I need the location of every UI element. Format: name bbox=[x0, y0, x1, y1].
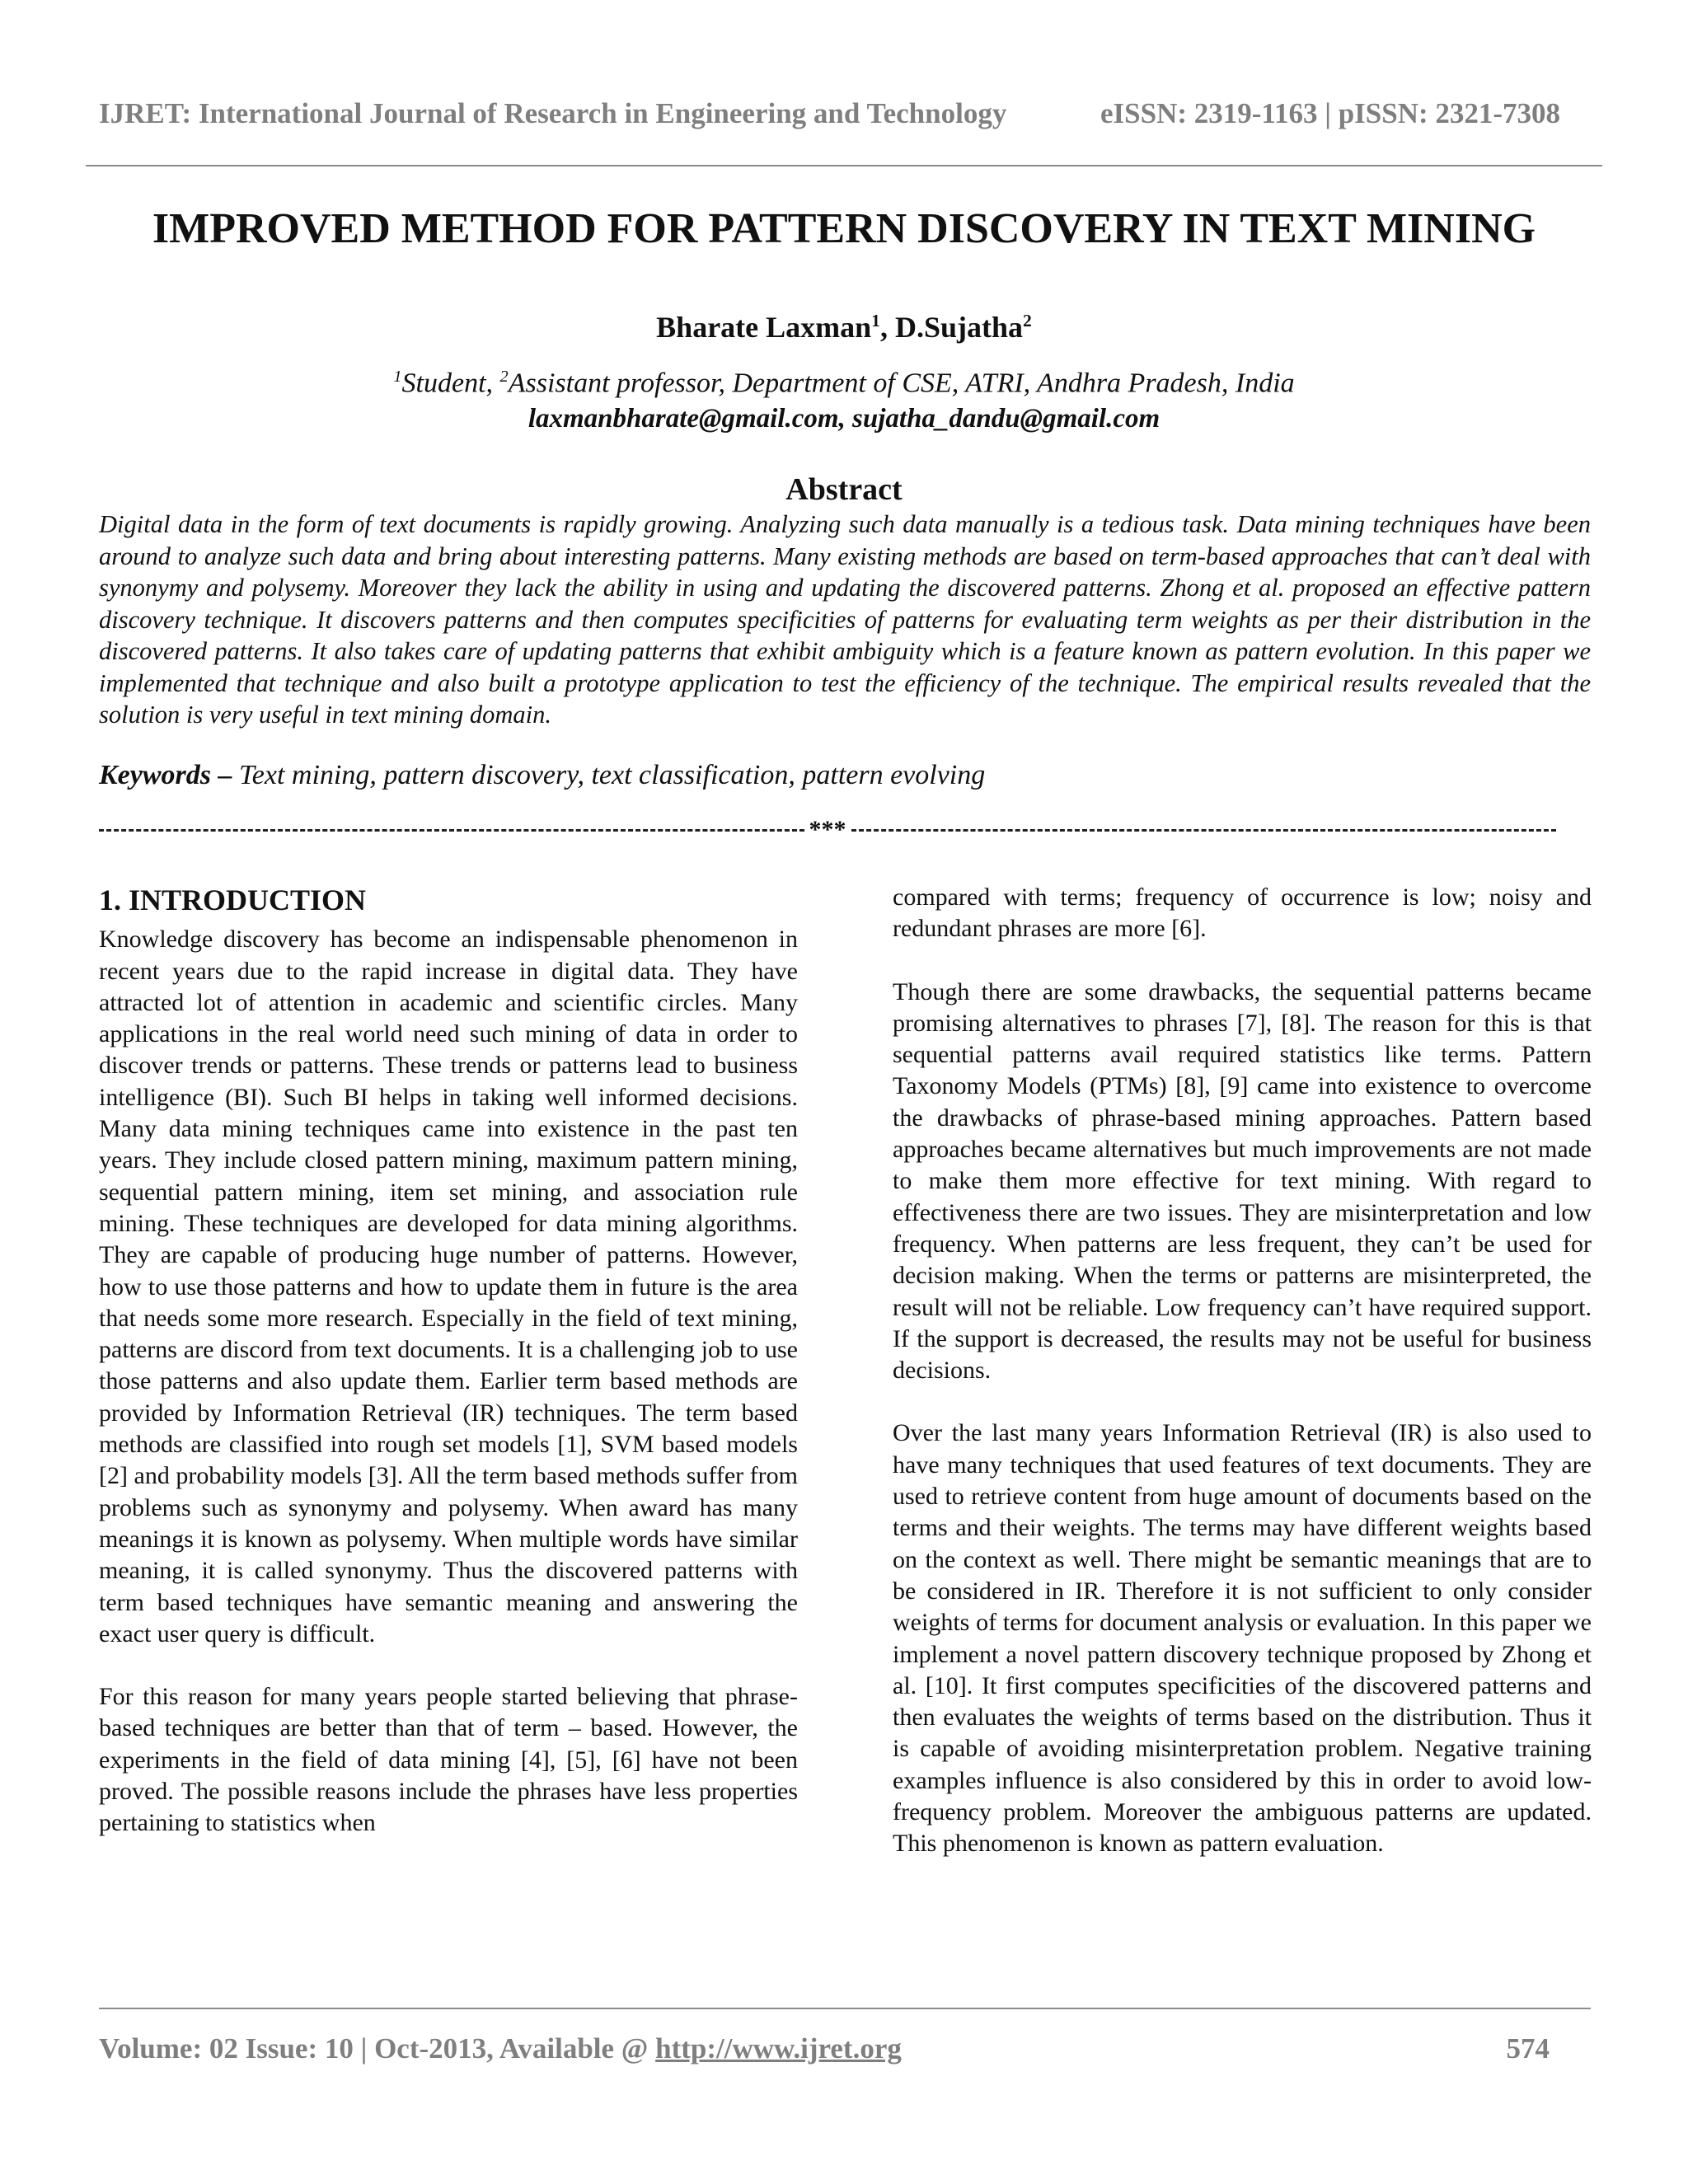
author-line bbox=[0, 310, 1688, 344]
right-column bbox=[893, 882, 1592, 1860]
abstract-text: Digital data in the form of text documents is rapidly growing. Analyzing such data manually is a tedious task. Data mining techniques have been around to analyze such data and bring about interesting patterns. Many existing methods are based on term-based approaches that can’t deal with synonymy and polysemy. Moreover they lack the ability in using and updating the discovered patterns. Zhong et al. proposed an effective pattern discovery technique. It discovers patterns and then computes specificities of patterns for evaluating term weights as per their distribution in the discovered patterns. It also takes care of updating patterns that exhibit ambiguity which is a feature known as pattern evolution. In this paper we implemented that technique and also built a prototype application to test the efficiency of the technique. The empirical results revealed that the solution is very useful in text mining domain. bbox=[99, 510, 1591, 729]
section-separator bbox=[99, 816, 1556, 844]
author-name: Bharate Laxman bbox=[656, 311, 872, 344]
footer-volume: Volume: 02 Issue: 10 | Oct-2013, Available @ bbox=[99, 2032, 656, 2064]
running-footer bbox=[99, 2032, 1550, 2065]
paper-title: IMPROVED METHOD FOR PATTERN DISCOVERY IN TEXT MINING bbox=[152, 205, 1536, 252]
keywords-label: Keywords – bbox=[99, 760, 239, 790]
running-header bbox=[99, 97, 1591, 130]
separator-stars: *** bbox=[809, 816, 846, 843]
journal-link[interactable]: http://www.ijret.org bbox=[655, 2032, 902, 2064]
affiliation bbox=[0, 368, 1688, 399]
body-paragraph: Though there are some drawbacks, the sequential patterns became promising alternatives to phrases [7], [8]. The reason for this is that sequential patterns avail required statistics like terms. Pattern Taxonomy Models (PTMs) [8], [9] came into existence to overcome the drawbacks of phrase-based mining approaches. Pattern based approaches became alternatives but much improvements are not made to make them more effective for text mining. With regard to effectiveness there are two issues. They are misinterpretation and low frequency. When patterns are less frequent, they can’t be used for decision making. When the terms or patterns are misinterpreted, the result will not be reliable. Low frequency can’t have required support. If the support is decreased, the results may not be useful for business decisions. bbox=[893, 977, 1592, 1385]
abstract-heading: Abstract bbox=[785, 472, 903, 507]
body-paragraph: Knowledge discovery has become an indispensable phenomenon in recent years due to the rapid increase in digital data. They have attracted lot of attention in academic and scientific circles. Many applications in the real world need such mining of data in order to discover trends or patterns. These trends or patterns lead to business intelligence (BI). Such BI helps in taking well informed decisions. Many data mining techniques came into existence in the past ten years. They include closed pattern mining, maximum pattern mining, sequential pattern mining, item set mining, and association rule mining. These techniques are developed for data mining algorithms. They are capable of producing huge number of patterns. However, how to use those patterns and how to update them in future is the area that needs some more research. Especially in the field of text mining, patterns are discord from text documents. It is a challenging job to use those patterns and also update them. Earlier term based methods are provided by Information Retrieval (IR) techniques. The term based methods are classified into rough set models [1], SVM based models [2] and probability models [3]. All the term based methods suffer from problems such as synonymy and polysemy. When award has many meanings it is known as polysemy. When multiple words have similar meaning, it is called synonymy. Thus the discovered patterns with term based techniques have semantic meaning and answering the exact user query is difficult. bbox=[99, 926, 798, 1647]
keywords bbox=[99, 760, 1591, 791]
author-sup: 1 bbox=[871, 311, 880, 330]
keywords-text: Text mining, pattern discovery, text classification, pattern evolving bbox=[239, 760, 986, 790]
section-heading: 1. INTRODUCTION bbox=[99, 883, 367, 916]
separator-dash-right bbox=[851, 829, 1557, 832]
affiliation-sup: 2 bbox=[499, 368, 509, 386]
affiliation-sup: 1 bbox=[393, 368, 402, 386]
journal-name: IJRET: International Journal of Research in Engineering and Technology bbox=[99, 97, 1007, 129]
page-number: 574 bbox=[1506, 2032, 1550, 2064]
header-rule bbox=[86, 165, 1602, 166]
body-paragraph: Over the last many years Information Retrieval (IR) is also used to have many techniques that used features of text documents. They are used to retrieve content from huge amount of documents based on the terms and their weights. The terms may have different weights based on the context as well. There might be semantic meanings that are to be considered in IR. Therefore it is not sufficient to only consider weights of terms for document analysis or evaluation. In this paper we implement a novel pattern discovery technique proposed by Zhong et al. [10]. It first computes specificities of the discovered patterns and then evaluates the weights of terms based on the distribution. Thus it is capable of avoiding misinterpretation problem. Negative training examples influence is also considered by this in order to avoid low-frequency problem. Moreover the ambiguous patterns are updated. This phenomenon is known as pattern evaluation. bbox=[893, 1419, 1592, 1858]
left-column bbox=[99, 884, 798, 1840]
author-sup: 2 bbox=[1023, 311, 1032, 330]
body-paragraph: compared with terms; frequency of occurrence is low; noisy and redundant phrases are more [6]. bbox=[893, 883, 1592, 943]
author-emails: laxmanbharate@gmail.com, sujatha_dandu@gmail.com bbox=[528, 404, 1160, 434]
author-separator: , bbox=[879, 311, 895, 344]
author-name: D.Sujatha bbox=[894, 311, 1024, 344]
affiliation-text: Assistant professor, Department of CSE, ATRI, Andhra Pradesh, India bbox=[508, 368, 1295, 399]
body-paragraph: For this reason for many years people started believing that phrase-based techniques are better than that of term – based. However, the experiments in the field of data mining [4], [5], [6] have not been proved. The possible reasons include the phrases have less properties pertaining to statistics when bbox=[99, 1683, 798, 1837]
footer-rule bbox=[99, 2008, 1591, 2009]
separator-dash-left bbox=[99, 829, 804, 832]
affiliation-role: Student, bbox=[401, 368, 500, 399]
issn-info: eISSN: 2319-1163 | pISSN: 2321-7308 bbox=[1100, 97, 1561, 129]
